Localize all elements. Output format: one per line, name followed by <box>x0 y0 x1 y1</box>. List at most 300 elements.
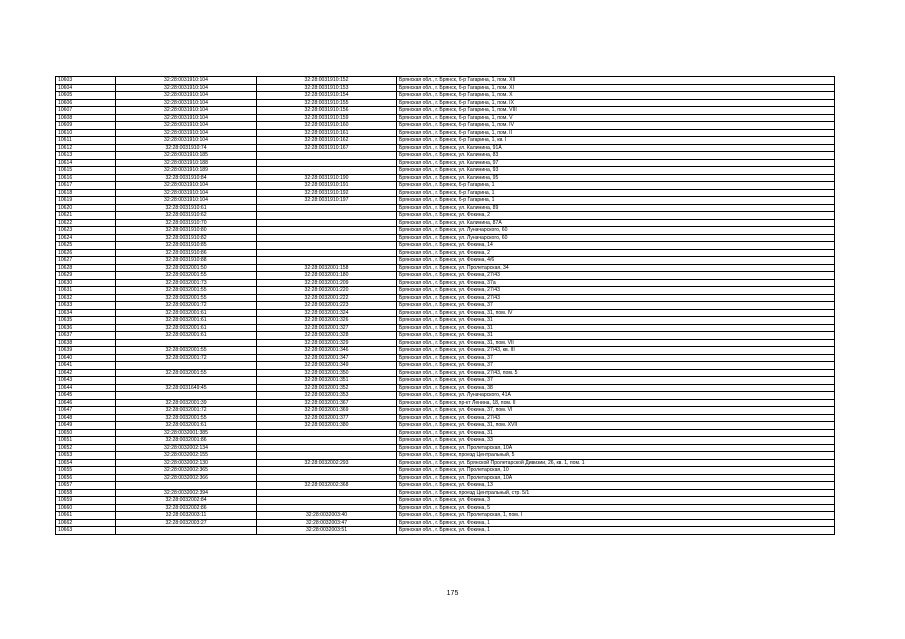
table-row <box>56 497 835 505</box>
parent-cadastral-number-cell: 32:28:0032002:394 <box>116 489 257 497</box>
address-cell: Брянская обл., г. Брянск, ул. Фокина, 37 <box>397 354 835 362</box>
address-cell: Брянская обл., г. Брянск, б-р Гагарина, 1 <box>397 189 835 197</box>
address-cell: Брянская обл., г. Брянск, ул. Фокина, 31 <box>397 429 835 437</box>
table-body <box>56 77 835 535</box>
parent-cadastral-number-cell: 32:28:0032001:73 <box>116 279 257 287</box>
row-number-cell: 10616 <box>56 174 116 182</box>
row-number-cell: 10633 <box>56 302 116 310</box>
cadastral-number-cell: 32:28:0031910:152 <box>257 77 397 85</box>
row-number-cell: 10655 <box>56 467 116 475</box>
address-cell: Брянская обл., г. Брянск, б-р Гагарина, 1, пом. IV <box>397 122 835 130</box>
address-cell: Брянская обл., г. Брянск, ул. Брянской Пролетарской Дивизии, 26, кв. 1, пом. 1 <box>397 459 835 467</box>
table-row <box>56 467 835 475</box>
parent-cadastral-number-cell: 32:28:0032002:365 <box>116 467 257 475</box>
cadastral-number-cell: 32:28:0032001:346 <box>257 347 397 355</box>
parent-cadastral-number-cell: 32:28:0031910:104 <box>116 122 257 130</box>
row-number-cell: 10646 <box>56 399 116 407</box>
row-number-cell: 10645 <box>56 392 116 400</box>
cadastral-number-cell: 32:28:0031910:160 <box>257 122 397 130</box>
parent-cadastral-number-cell: 32:28:0032002:155 <box>116 452 257 460</box>
parent-cadastral-number-cell: 32:28:0031910:104 <box>116 92 257 100</box>
address-cell: Брянская обл., г. Брянск, б-р Гагарина, 1, пом. XI <box>397 84 835 92</box>
address-cell: Брянская обл., г. Брянск, б-р Гагарина, 1, пом. XII <box>397 77 835 85</box>
table-row <box>56 189 835 197</box>
row-number-cell: 10634 <box>56 309 116 317</box>
row-number-cell: 10658 <box>56 489 116 497</box>
table-row <box>56 422 835 430</box>
table-row <box>56 77 835 85</box>
cadastral-number-cell <box>257 437 397 445</box>
cadastral-number-cell <box>257 159 397 167</box>
cadastral-number-cell: 32:28:0032001:158 <box>257 264 397 272</box>
parent-cadastral-number-cell: 32:28:0032001:72 <box>116 407 257 415</box>
table-row <box>56 362 835 370</box>
address-cell: Брянская обл., г. Брянск, б-р Гагарина, 1, пом. IX <box>397 99 835 107</box>
row-number-cell: 10626 <box>56 249 116 257</box>
table-row <box>56 197 835 205</box>
address-cell: Брянская обл., г. Брянск, ул. Пролетарская, 10 <box>397 467 835 475</box>
table-row <box>56 152 835 160</box>
parent-cadastral-number-cell: 32:28:0031910:104 <box>116 197 257 205</box>
row-number-cell: 10629 <box>56 272 116 280</box>
table-row <box>56 347 835 355</box>
address-cell: Брянская обл., г. Брянск, ул. Фокина, 31, пом. VII <box>397 339 835 347</box>
row-number-cell: 10659 <box>56 497 116 505</box>
parent-cadastral-number-cell <box>116 527 257 535</box>
cadastral-number-cell: 32:28:0032001:223 <box>257 302 397 310</box>
address-cell: Брянская обл., г. Брянск, ул. Пролетарская, 1, пом. I <box>397 512 835 520</box>
cadastral-number-cell <box>257 227 397 235</box>
parent-cadastral-number-cell: 32:28:0031910:80 <box>116 227 257 235</box>
row-number-cell: 10609 <box>56 122 116 130</box>
row-number-cell: 10637 <box>56 332 116 340</box>
parent-cadastral-number-cell: 32:28:0031910:104 <box>116 182 257 190</box>
address-cell: Брянская обл., г. Брянск, ул. Фокина, 37 <box>397 302 835 310</box>
address-cell: Брянская обл., г. Брянск, ул. Фокина, 27/43 <box>397 272 835 280</box>
parent-cadastral-number-cell <box>116 362 257 370</box>
cadastral-number-cell <box>257 444 397 452</box>
table-row <box>56 317 835 325</box>
cadastral-number-cell: 32:28:0032001:328 <box>257 332 397 340</box>
cadastral-number-cell: 32:28:0031910:159 <box>257 114 397 122</box>
table-row <box>56 302 835 310</box>
address-cell: Брянская обл., г. Брянск, ул. Фокина, 3 <box>397 497 835 505</box>
cadastral-number-cell <box>257 429 397 437</box>
address-cell: Брянская обл., г. Брянск, ул. Пролетарская, 10А <box>397 474 835 482</box>
parent-cadastral-number-cell: 32:28:0031910:85 <box>116 242 257 250</box>
cadastral-number-cell <box>257 167 397 175</box>
cadastral-number-cell: 32:28:0032001:352 <box>257 384 397 392</box>
cadastral-number-cell: 32:28:0032003:40 <box>257 512 397 520</box>
row-number-cell: 10614 <box>56 159 116 167</box>
table-row <box>56 99 835 107</box>
cadastral-number-cell: 32:28:0032001:329 <box>257 339 397 347</box>
cadastral-number-cell <box>257 467 397 475</box>
cadastral-number-cell: 32:28:0031910:154 <box>257 92 397 100</box>
row-number-cell: 10608 <box>56 114 116 122</box>
parent-cadastral-number-cell <box>116 377 257 385</box>
row-number-cell: 10663 <box>56 527 116 535</box>
table-row <box>56 324 835 332</box>
address-cell: Брянская обл., г. Брянск, ул. Фокина, 4/6 <box>397 257 835 265</box>
address-cell: Брянская обл., г. Брянск, ул. Фокина, 33 <box>397 437 835 445</box>
table-row <box>56 444 835 452</box>
parent-cadastral-number-cell: 32:28:0032001:55 <box>116 272 257 280</box>
table-row <box>56 339 835 347</box>
table-row <box>56 219 835 227</box>
table-row <box>56 227 835 235</box>
table-row <box>56 234 835 242</box>
table-row <box>56 332 835 340</box>
address-cell: Брянская обл., г. Брянск, ул. Фокина, 37 <box>397 362 835 370</box>
table-row <box>56 489 835 497</box>
parent-cadastral-number-cell: 32:28:0031910:74 <box>116 144 257 152</box>
row-number-cell: 10619 <box>56 197 116 205</box>
row-number-cell: 10662 <box>56 519 116 527</box>
table-row <box>56 272 835 280</box>
page-number: 175 <box>446 590 459 597</box>
cadastral-number-cell: 32:28:0032001:369 <box>257 407 397 415</box>
cadastral-number-cell: 32:28:0031910:197 <box>257 197 397 205</box>
table-row <box>56 452 835 460</box>
parent-cadastral-number-cell: 32:28:0031910:84 <box>116 174 257 182</box>
row-number-cell: 10652 <box>56 444 116 452</box>
cadastral-number-cell <box>257 257 397 265</box>
address-cell: Брянская обл., г. Брянск, ул. Фокина, 31, пом. XVII <box>397 422 835 430</box>
address-cell: Брянская обл., г. Брянск, б-р Гагарина, 1, пом. VIII <box>397 107 835 115</box>
address-cell: Брянская обл., г. Брянск, ул. Калинина, 89 <box>397 204 835 212</box>
table-row <box>56 174 835 182</box>
table-row <box>56 369 835 377</box>
address-cell: Брянская обл., г. Брянск, б-р Гагарина, 1, пом. X <box>397 92 835 100</box>
parent-cadastral-number-cell: 32:28:0032001:72 <box>116 354 257 362</box>
table-row <box>56 92 835 100</box>
cadastral-number-cell: 32:28:0032001:324 <box>257 309 397 317</box>
cadastral-number-cell <box>257 204 397 212</box>
table-row <box>56 144 835 152</box>
parent-cadastral-number-cell: 32:28:0032001:55 <box>116 369 257 377</box>
address-cell: Брянская обл., г. Брянск, ул. Фокина, 37а <box>397 279 835 287</box>
cadastral-number-cell: 32:28:0032001:209 <box>257 279 397 287</box>
table-row <box>56 399 835 407</box>
address-cell: Брянская обл., г. Брянск, ул. Луначарского, 60 <box>397 227 835 235</box>
parent-cadastral-number-cell: 32:28:0031910:185 <box>116 152 257 160</box>
row-number-cell: 10644 <box>56 384 116 392</box>
row-number-cell: 10628 <box>56 264 116 272</box>
row-number-cell: 10617 <box>56 182 116 190</box>
address-cell: Брянская обл., г. Брянск, б-р Гагарина, 1, кв. I <box>397 137 835 145</box>
table-row <box>56 482 835 490</box>
address-cell: Брянская обл., г. Брянск, ул. Фокина, 31 <box>397 332 835 340</box>
address-cell: Брянская обл., г. Брянск, ул. Фокина, 13 <box>397 482 835 490</box>
cadastral-number-cell <box>257 219 397 227</box>
address-cell: Брянская обл., г. Брянск, ул. Калинина, 91А <box>397 144 835 152</box>
cadastral-number-cell: 32:28:0032001:347 <box>257 354 397 362</box>
row-number-cell: 10624 <box>56 234 116 242</box>
cadastral-number-cell: 32:28:0032001:351 <box>257 377 397 385</box>
parent-cadastral-number-cell: 32:28:0032001:61 <box>116 332 257 340</box>
address-cell: Брянская обл., г. Брянск, б-р Гагарина, 1, пом. V <box>397 114 835 122</box>
table-row <box>56 122 835 130</box>
parent-cadastral-number-cell: 32:28:0031910:104 <box>116 129 257 137</box>
cadastral-number-cell <box>257 152 397 160</box>
address-cell: Брянская обл., г. Брянск, ул. Пролетарская, 34 <box>397 264 835 272</box>
cadastral-table <box>55 76 835 535</box>
row-number-cell: 10636 <box>56 324 116 332</box>
row-number-cell: 10621 <box>56 212 116 220</box>
row-number-cell: 10610 <box>56 129 116 137</box>
row-number-cell: 10647 <box>56 407 116 415</box>
address-cell: Брянская обл., г. Брянск, ул. Фокина, 37 <box>397 377 835 385</box>
table-row <box>56 182 835 190</box>
parent-cadastral-number-cell: 32:28:0031910:104 <box>116 77 257 85</box>
row-number-cell: 10660 <box>56 504 116 512</box>
parent-cadastral-number-cell: 32:28:0032001:55 <box>116 287 257 295</box>
table-row <box>56 414 835 422</box>
table-row <box>56 459 835 467</box>
row-number-cell: 10607 <box>56 107 116 115</box>
parent-cadastral-number-cell: 32:28:0032002:84 <box>116 497 257 505</box>
parent-cadastral-number-cell <box>116 392 257 400</box>
table-row <box>56 264 835 272</box>
cadastral-number-cell: 32:28:0032001:377 <box>257 414 397 422</box>
address-cell: Брянская обл., г. Брянск, б-р Гагарина, 1 <box>397 197 835 205</box>
table-row <box>56 129 835 137</box>
row-number-cell: 10653 <box>56 452 116 460</box>
parent-cadastral-number-cell: 32:28:0031910:104 <box>116 99 257 107</box>
table-row <box>56 474 835 482</box>
row-number-cell: 10631 <box>56 287 116 295</box>
cadastral-number-cell: 32:28:0032001:327 <box>257 324 397 332</box>
address-cell: Брянская обл., г. Брянск, ул. Фокина, 27/43 <box>397 294 835 302</box>
table-row <box>56 279 835 287</box>
cadastral-number-cell <box>257 452 397 460</box>
table-row <box>56 377 835 385</box>
cadastral-number-cell: 32:28:0031910:190 <box>257 174 397 182</box>
parent-cadastral-number-cell: 32:28:0032001:39 <box>116 399 257 407</box>
address-cell: Брянская обл., г. Брянск, ул. Фокина, 37, пом. VI <box>397 407 835 415</box>
parent-cadastral-number-cell: 32:28:0032001:61 <box>116 317 257 325</box>
row-number-cell: 10639 <box>56 347 116 355</box>
cadastral-number-cell <box>257 242 397 250</box>
address-cell: Брянская обл., г. Брянск, ул. Фокина, 31 <box>397 324 835 332</box>
parent-cadastral-number-cell <box>116 339 257 347</box>
cadastral-number-cell: 32:28:0031910:156 <box>257 107 397 115</box>
parent-cadastral-number-cell: 32:28:0032003:27 <box>116 519 257 527</box>
table-row <box>56 512 835 520</box>
address-cell: Брянская обл., г. Брянск, ул. Фокина, 2 <box>397 212 835 220</box>
address-cell: Брянская обл., г. Брянск, пр-кт Ленина, 18, пом. II <box>397 399 835 407</box>
table-row <box>56 257 835 265</box>
cadastral-number-cell: 32:28:0032002:293 <box>257 459 397 467</box>
address-cell: Брянская обл., г. Брянск, ул. Калинина, 97 <box>397 159 835 167</box>
row-number-cell: 10657 <box>56 482 116 490</box>
parent-cadastral-number-cell: 32:28:0032002:366 <box>116 474 257 482</box>
row-number-cell: 10651 <box>56 437 116 445</box>
row-number-cell: 10638 <box>56 339 116 347</box>
table-row <box>56 287 835 295</box>
parent-cadastral-number-cell: 32:28:0031910:86 <box>116 249 257 257</box>
address-cell: Брянская обл., г. Брянск, проезд Центральный, стр. 5/1 <box>397 489 835 497</box>
table-row <box>56 137 835 145</box>
row-number-cell: 10650 <box>56 429 116 437</box>
row-number-cell: 10604 <box>56 84 116 92</box>
table-row <box>56 212 835 220</box>
row-number-cell: 10625 <box>56 242 116 250</box>
cadastral-number-cell: 32:28:0031910:192 <box>257 189 397 197</box>
cadastral-number-cell: 32:28:0032001:350 <box>257 369 397 377</box>
parent-cadastral-number-cell: 32:28:0031910:104 <box>116 189 257 197</box>
row-number-cell: 10611 <box>56 137 116 145</box>
address-cell: Брянская обл., г. Брянск, ул. Калинина, 93 <box>397 167 835 175</box>
address-cell: Брянская обл., г. Брянск, ул. Луначарского, 60 <box>397 234 835 242</box>
address-cell: Брянская обл., г. Брянск, ул. Фокина, 27/43 <box>397 287 835 295</box>
cadastral-number-cell <box>257 234 397 242</box>
address-cell: Брянская обл., г. Брянск, ул. Луначарского, 41А <box>397 392 835 400</box>
row-number-cell: 10656 <box>56 474 116 482</box>
cadastral-number-cell: 32:28:0031910:191 <box>257 182 397 190</box>
row-number-cell: 10627 <box>56 257 116 265</box>
row-number-cell: 10635 <box>56 317 116 325</box>
address-cell: Брянская обл., г. Брянск, ул. Фокина, 1 <box>397 527 835 535</box>
cadastral-number-cell <box>257 497 397 505</box>
row-number-cell: 10661 <box>56 512 116 520</box>
parent-cadastral-number-cell: 32:28:0032001:385 <box>116 429 257 437</box>
row-number-cell: 10622 <box>56 219 116 227</box>
cadastral-number-cell: 32:28:0032001:367 <box>257 399 397 407</box>
row-number-cell: 10630 <box>56 279 116 287</box>
row-number-cell: 10632 <box>56 294 116 302</box>
cadastral-number-cell <box>257 504 397 512</box>
parent-cadastral-number-cell: 32:28:0031910:188 <box>116 159 257 167</box>
table-row <box>56 429 835 437</box>
address-cell: Брянская обл., г. Брянск, ул. Фокина, 27/43 <box>397 414 835 422</box>
parent-cadastral-number-cell: 32:28:0032003:11 <box>116 512 257 520</box>
parent-cadastral-number-cell: 32:28:0031649:45 <box>116 384 257 392</box>
cadastral-number-cell: 32:28:0032003:47 <box>257 519 397 527</box>
table-row <box>56 204 835 212</box>
address-cell: Брянская обл., г. Брянск, ул. Калинина, 95 <box>397 174 835 182</box>
address-cell: Брянская обл., г. Брянск, ул. Фокина, 2 <box>397 249 835 257</box>
cadastral-number-cell: 32:28:0032001:353 <box>257 392 397 400</box>
table-row <box>56 249 835 257</box>
parent-cadastral-number-cell: 32:28:0032002:86 <box>116 504 257 512</box>
table-row <box>56 309 835 317</box>
parent-cadastral-number-cell: 32:28:0031910:61 <box>116 204 257 212</box>
row-number-cell: 10649 <box>56 422 116 430</box>
table-row <box>56 392 835 400</box>
parent-cadastral-number-cell: 32:28:0031910:62 <box>116 212 257 220</box>
cadastral-number-cell <box>257 474 397 482</box>
table-row <box>56 167 835 175</box>
table-row <box>56 84 835 92</box>
table-row <box>56 242 835 250</box>
address-cell: Брянская обл., г. Брянск, ул. Пролетарская, 10А <box>397 444 835 452</box>
address-cell: Брянская обл., г. Брянск, ул. Фокина, 27/43, пом. 5 <box>397 369 835 377</box>
cadastral-number-cell <box>257 249 397 257</box>
parent-cadastral-number-cell: 32:28:0031910:189 <box>116 167 257 175</box>
parent-cadastral-number-cell <box>116 482 257 490</box>
row-number-cell: 10620 <box>56 204 116 212</box>
cadastral-number-cell: 32:28:0031910:155 <box>257 99 397 107</box>
row-number-cell: 10640 <box>56 354 116 362</box>
table-row <box>56 437 835 445</box>
parent-cadastral-number-cell: 32:28:0032002:130 <box>116 459 257 467</box>
address-cell: Брянская обл., г. Брянск, ул. Фокина, 5 <box>397 504 835 512</box>
address-cell: Брянская обл., г. Брянск, б-р Гагарина, 1 <box>397 182 835 190</box>
table-row <box>56 519 835 527</box>
row-number-cell: 10612 <box>56 144 116 152</box>
cadastral-number-cell: 32:28:0031910:167 <box>257 144 397 152</box>
address-cell: Брянская обл., г. Брянск, ул. Фокина, 38 <box>397 384 835 392</box>
cadastral-number-cell: 32:28:0032001:222 <box>257 294 397 302</box>
table-row <box>56 527 835 535</box>
cadastral-number-cell: 32:28:0032002:368 <box>257 482 397 490</box>
address-cell: Брянская обл., г. Брянск, ул. Калинина, 83 <box>397 152 835 160</box>
row-number-cell: 10642 <box>56 369 116 377</box>
cadastral-number-cell: 32:28:0031910:162 <box>257 137 397 145</box>
row-number-cell: 10606 <box>56 99 116 107</box>
parent-cadastral-number-cell: 32:28:0032001:61 <box>116 324 257 332</box>
cadastral-number-cell: 32:28:0032003:51 <box>257 527 397 535</box>
parent-cadastral-number-cell: 32:28:0032001:61 <box>116 422 257 430</box>
cadastral-number-cell: 32:28:0032001:349 <box>257 362 397 370</box>
row-number-cell: 10641 <box>56 362 116 370</box>
address-cell: Брянская обл., г. Брянск, проезд Центральный, 5 <box>397 452 835 460</box>
parent-cadastral-number-cell: 32:28:0031910:104 <box>116 107 257 115</box>
row-number-cell: 10623 <box>56 227 116 235</box>
parent-cadastral-number-cell: 32:28:0032001:50 <box>116 264 257 272</box>
cadastral-number-cell: 32:28:0031910:161 <box>257 129 397 137</box>
cadastral-number-cell <box>257 489 397 497</box>
parent-cadastral-number-cell: 32:28:0032002:134 <box>116 444 257 452</box>
parent-cadastral-number-cell: 32:28:0032001:55 <box>116 414 257 422</box>
table-row <box>56 384 835 392</box>
cadastral-number-cell: 32:28:0032001:326 <box>257 317 397 325</box>
parent-cadastral-number-cell: 32:28:0031910:88 <box>116 257 257 265</box>
parent-cadastral-number-cell: 32:28:0031910:104 <box>116 114 257 122</box>
row-number-cell: 10613 <box>56 152 116 160</box>
cadastral-number-cell: 32:28:0032001:380 <box>257 422 397 430</box>
parent-cadastral-number-cell: 32:28:0032001:55 <box>116 347 257 355</box>
cadastral-number-cell <box>257 212 397 220</box>
table-row <box>56 159 835 167</box>
row-number-cell: 10605 <box>56 92 116 100</box>
row-number-cell: 10615 <box>56 167 116 175</box>
parent-cadastral-number-cell: 32:28:0031910:70 <box>116 219 257 227</box>
table-row <box>56 114 835 122</box>
address-cell: Брянская обл., г. Брянск, ул. Фокина, 27/43, кв. III <box>397 347 835 355</box>
address-cell: Брянская обл., г. Брянск, ул. Фокина, 1 <box>397 519 835 527</box>
address-cell: Брянская обл., г. Брянск, б-р Гагарина, 1, пом. II <box>397 129 835 137</box>
parent-cadastral-number-cell: 32:28:0032001:72 <box>116 302 257 310</box>
table-row <box>56 407 835 415</box>
address-cell: Брянская обл., г. Брянск, ул. Фокина, 31, пом. IV <box>397 309 835 317</box>
table-row <box>56 354 835 362</box>
row-number-cell: 10648 <box>56 414 116 422</box>
address-cell: Брянская обл., г. Брянск, ул. Фокина, 14 <box>397 242 835 250</box>
parent-cadastral-number-cell: 32:28:0031910:104 <box>116 137 257 145</box>
row-number-cell: 10618 <box>56 189 116 197</box>
table-row <box>56 107 835 115</box>
address-cell: Брянская обл., г. Брянск, ул. Фокина, 31 <box>397 317 835 325</box>
table-row <box>56 294 835 302</box>
cadastral-number-cell: 32:28:0032001:220 <box>257 287 397 295</box>
cadastral-number-cell: 32:28:0031910:153 <box>257 84 397 92</box>
row-number-cell: 10643 <box>56 377 116 385</box>
parent-cadastral-number-cell: 32:28:0032001:61 <box>116 309 257 317</box>
row-number-cell: 10654 <box>56 459 116 467</box>
